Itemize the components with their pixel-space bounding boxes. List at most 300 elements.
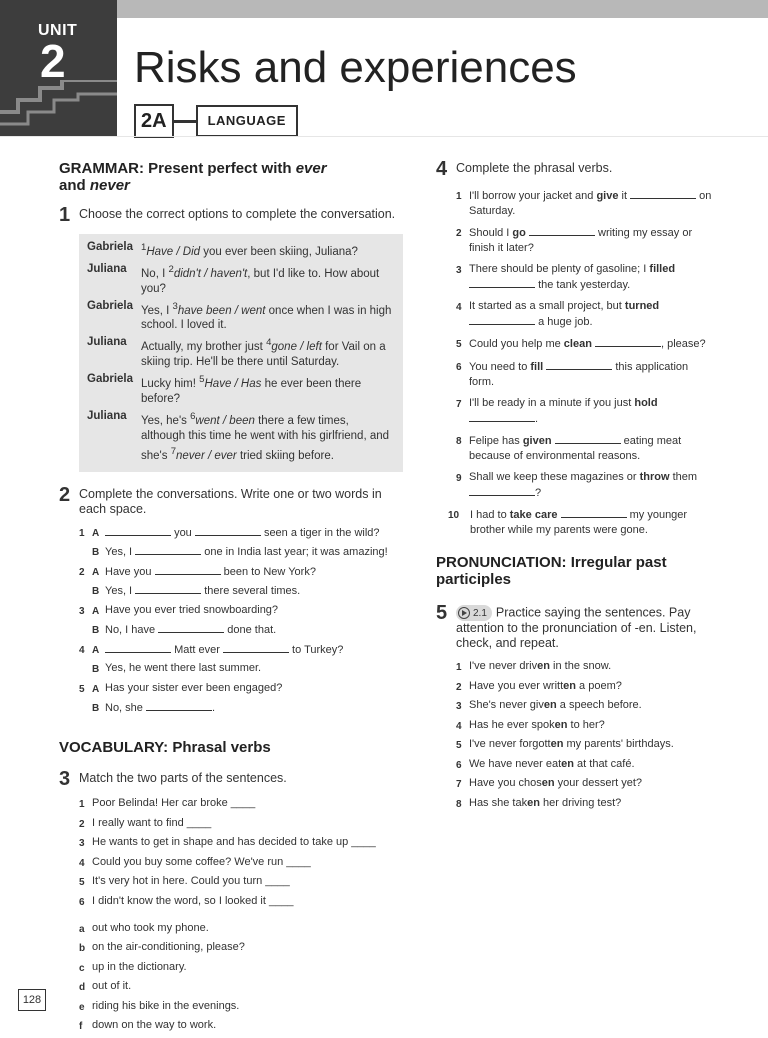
item-number: 8 [456, 436, 462, 447]
dialog-line [87, 372, 395, 407]
text: I'll borrow your jacket and [469, 190, 597, 202]
text: them [669, 471, 698, 483]
item-number: 3 [456, 265, 462, 276]
item-number: 4 [79, 857, 85, 869]
text: at that café. [573, 757, 635, 770]
item-text [105, 700, 215, 717]
item-text: Have you ever tried snowboarding? [105, 603, 279, 616]
item-text [469, 262, 714, 293]
answer-blank[interactable] [135, 583, 201, 594]
speaker-a: A [92, 527, 100, 539]
item-text: up in the dictionary. [92, 960, 187, 973]
phrasal-verb: filled [649, 263, 676, 275]
text: Yes, he's [141, 414, 191, 427]
item-text [469, 718, 605, 735]
item-text [469, 433, 714, 464]
exercise-5-items [456, 659, 714, 813]
item-sup: 3 [172, 300, 178, 312]
phrasal-verb: fill [530, 361, 544, 373]
text: Actually, my brother just [141, 341, 267, 354]
choice-options[interactable]: Have / Has [204, 378, 262, 391]
text: Have you ever writt [469, 679, 564, 692]
play-icon [458, 607, 470, 619]
list-item [456, 796, 714, 813]
item-letter: e [79, 1001, 85, 1013]
item-sup: 7 [170, 445, 177, 457]
item-letter: c [79, 962, 85, 974]
unit-label: UNIT [38, 22, 78, 39]
phrasal-verb: turned [624, 300, 660, 312]
grammar-heading [59, 160, 409, 194]
item-text [469, 225, 714, 256]
exercise-4-items [448, 188, 714, 538]
list-item [79, 855, 409, 872]
text: . [535, 413, 539, 425]
speaker: Juliana [87, 336, 127, 349]
item-number: 6 [456, 362, 462, 373]
item-letter: a [79, 923, 85, 935]
item-text: He wants to get in shape and has decided to take up ____ [92, 836, 376, 849]
text: he ever been there before? [141, 378, 362, 406]
item-number: 6 [456, 759, 462, 771]
ending-highlight: en [541, 777, 555, 789]
item-text: Has your sister ever been engaged? [105, 681, 283, 694]
item-number: 1 [79, 799, 85, 811]
item-text [105, 544, 388, 561]
exercise-instruction-wrap [456, 602, 714, 651]
list-item [456, 299, 714, 330]
grammar-label: GRAMMAR: [59, 160, 144, 177]
list-item [79, 583, 409, 600]
item-text [469, 359, 714, 390]
item-sup: 6 [190, 411, 196, 423]
text: No, she [105, 702, 143, 715]
text: . [211, 702, 216, 715]
text: I'll be ready in a minute if you just [469, 397, 635, 409]
header-divider [0, 136, 768, 137]
dialog-line [87, 240, 395, 260]
item-number: 2 [456, 228, 462, 239]
item-text [469, 299, 714, 330]
text: eating meat because of environmental reasons. [469, 435, 682, 462]
ending-highlight: en [561, 757, 574, 770]
text: Lucky him! [141, 378, 200, 391]
text: your dessert yet? [554, 777, 643, 789]
list-item [79, 921, 409, 938]
item-number: 2 [79, 818, 85, 830]
dialog-text [141, 409, 395, 464]
item-text [469, 796, 621, 813]
list-item [79, 622, 409, 639]
list-item [79, 835, 409, 852]
text: , but I'd like to. How about you? [141, 267, 380, 295]
text: to Turkey? [292, 643, 344, 656]
conversation-box [79, 234, 403, 472]
answer-blank[interactable] [469, 314, 535, 325]
list-item [456, 659, 714, 676]
item-number-empty [79, 544, 92, 561]
text: this application form. [469, 361, 689, 388]
pronunciation-sub: Irregular past participles [436, 554, 667, 588]
item-text: It's very hot in here. Could you turn ____ [92, 875, 290, 888]
list-item [456, 698, 714, 715]
text: Could you help me [469, 338, 564, 350]
text: writing my essay or finish it later? [469, 227, 693, 254]
list-item [448, 507, 714, 538]
list-item [79, 874, 409, 891]
item-number: 3 [79, 838, 85, 850]
dialog-line [87, 299, 395, 334]
list-item [456, 433, 714, 464]
answer-blank[interactable] [555, 433, 621, 444]
item-letter: f [79, 1021, 83, 1033]
item-text [469, 336, 706, 353]
text: in the snow. [549, 660, 612, 672]
exercise-2 [59, 484, 409, 517]
exercise-3-answers [79, 921, 409, 1036]
text: on Saturday. [469, 190, 712, 217]
item-number-empty [79, 583, 92, 600]
text: her driving test? [539, 796, 622, 809]
ending-highlight: en [543, 699, 557, 711]
text: , please? [660, 338, 706, 350]
list-item [79, 796, 409, 813]
text: There should be plenty of gasoline; I [469, 263, 650, 275]
text: I've never forgott [469, 738, 551, 750]
page-title: Risks and experiences [134, 43, 577, 92]
text: tried skiing before. [236, 449, 334, 462]
phrasal-verb: clean [563, 338, 592, 350]
item-number-empty [79, 622, 92, 639]
answer-blank[interactable] [630, 188, 696, 199]
list-item [456, 225, 714, 256]
dialog-line [87, 335, 395, 370]
grammar-sub-1: Present perfect with [148, 160, 296, 177]
header-bar [117, 0, 768, 18]
unit-badge [0, 0, 117, 136]
exercise-4 [436, 158, 714, 180]
item-number-empty [79, 700, 92, 717]
choice-options[interactable]: Have / Did [146, 245, 201, 258]
list-item [456, 737, 714, 754]
item-text [469, 188, 714, 219]
text: Shall we keep these magazines or [469, 471, 640, 483]
item-text [105, 525, 380, 542]
text: for Vail on a skiing trip. He'll be there until Saturday. [141, 341, 386, 369]
item-text [469, 698, 642, 715]
item-number: 6 [79, 896, 85, 908]
exercise-number: 3 [59, 768, 71, 791]
exercise-instruction: Practice saying the sentences. Pay attention to the pronunciation of -en. Listen, check, and repeat. [456, 605, 697, 650]
text: one in India last year; it was amazing! [204, 546, 388, 559]
text: No, I have [105, 624, 156, 637]
item-number: 8 [456, 798, 462, 810]
item-number: 7 [456, 779, 462, 790]
text: you [174, 526, 192, 539]
item-number: 7 [456, 399, 462, 410]
list-item [456, 757, 714, 774]
item-text [469, 757, 635, 774]
text: a poem? [576, 679, 622, 692]
dialog-text [141, 335, 395, 370]
answer-blank[interactable] [529, 225, 595, 236]
vocabulary-label: VOCABULARY: [59, 739, 169, 757]
list-item [456, 470, 714, 501]
item-text [470, 507, 714, 538]
answer-blank[interactable] [146, 700, 212, 711]
grammar-sub-2: ever [295, 160, 327, 177]
exercise-2-items [79, 525, 409, 718]
item-text: Poor Belinda! Her car broke ____ [92, 797, 256, 810]
item-text: Yes, he went there last summer. [105, 662, 262, 675]
exercise-3 [59, 768, 409, 790]
vocabulary-sub: Phrasal verbs [172, 739, 271, 757]
item-number: 2 [79, 566, 85, 578]
text: No, I [141, 267, 169, 280]
choice-options[interactable]: didn't / haven't [173, 267, 248, 280]
text: to her? [567, 718, 605, 731]
item-number-empty [79, 661, 92, 678]
grammar-sub-4: never [89, 177, 130, 194]
item-text: Could you buy some coffee? We've run ____ [92, 855, 311, 868]
text: done that. [227, 624, 277, 637]
text: the tank yesterday. [538, 279, 631, 291]
speaker-a: A [92, 683, 100, 695]
dialog-text [141, 299, 395, 334]
text: there several times. [204, 585, 301, 598]
list-item [79, 661, 409, 678]
text: It started as a small project, but [469, 300, 625, 312]
list-item [456, 679, 714, 696]
item-text [105, 583, 300, 600]
item-number: 5 [456, 339, 462, 350]
text: been to New York? [223, 565, 316, 578]
speaker-a: A [92, 644, 100, 656]
text: Has she tak [469, 796, 528, 809]
list-item [456, 359, 714, 390]
answer-blank[interactable] [595, 336, 661, 347]
item-text [469, 776, 642, 793]
item-number: 5 [79, 683, 85, 695]
item-number: 3 [456, 701, 462, 712]
item-letter: d [79, 982, 86, 994]
answer-blank[interactable] [135, 544, 201, 555]
item-text: I really want to find ____ [92, 816, 212, 829]
ending-highlight: en [537, 660, 550, 672]
text: Should I [469, 227, 513, 239]
speaker-b: B [92, 586, 100, 598]
item-text: out who took my phone. [92, 921, 209, 934]
item-number: 1 [456, 191, 462, 202]
text: my parents' birthdays. [563, 738, 674, 750]
answer-blank[interactable] [195, 525, 261, 536]
list-item [79, 894, 409, 911]
answer-blank[interactable] [105, 525, 171, 536]
list-item [456, 396, 714, 427]
list-item [79, 940, 409, 957]
item-number: 2 [456, 681, 462, 693]
right-column [436, 158, 714, 815]
item-text [469, 679, 622, 696]
text: Felipe has [469, 435, 523, 447]
choice-options[interactable]: gone / left [271, 341, 322, 354]
exercise-instruction: Complete the conversations. Write one or two words in each space. [79, 486, 382, 516]
item-number: 1 [456, 662, 462, 673]
speaker: Gabriela [87, 373, 134, 386]
dialog-text [141, 262, 395, 297]
exercise-number: 5 [436, 602, 448, 624]
item-text [105, 622, 276, 639]
text: She's never giv [469, 699, 544, 711]
item-number: 10 [448, 510, 460, 521]
item-text [469, 396, 714, 427]
list-item [456, 188, 714, 219]
speaker-a: A [92, 566, 100, 578]
item-number: 9 [456, 473, 462, 484]
phrasal-verb: hold [634, 397, 658, 409]
text: We have never eat [469, 757, 562, 770]
dialog-line [87, 262, 395, 297]
answer-blank[interactable] [469, 485, 535, 496]
speaker-b: B [92, 547, 100, 559]
ending-highlight: en [527, 796, 540, 809]
phrasal-verb: go [512, 227, 526, 239]
choice-options[interactable]: went / been [195, 414, 255, 427]
choice-options[interactable]: have been / went [177, 304, 266, 317]
speaker-b: B [92, 703, 100, 715]
dialog-text [141, 372, 395, 407]
text: You need to [469, 361, 531, 373]
list-item [456, 262, 714, 293]
item-sup: 5 [199, 374, 205, 386]
ending-highlight: en [563, 679, 576, 692]
unit-number: 2 [40, 35, 66, 87]
text: once when I was in high school. I loved it. [141, 304, 392, 332]
list-item [456, 336, 714, 353]
lesson-type: LANGUAGE [196, 105, 298, 137]
item-text [469, 470, 714, 501]
pronunciation-label: PRONUNCIATION: [436, 554, 567, 571]
answer-blank[interactable] [155, 564, 221, 575]
item-sup: 2 [168, 263, 174, 275]
speaker: Gabriela [87, 241, 134, 253]
item-number: 5 [79, 877, 85, 889]
item-letter: b [79, 943, 86, 955]
dialog-line [87, 409, 395, 464]
list-item [79, 603, 409, 620]
vocabulary-heading [59, 739, 409, 756]
text: Have you chos [469, 777, 542, 789]
item-sup: 4 [266, 337, 272, 349]
list-item [79, 960, 409, 977]
list-item [79, 999, 409, 1016]
item-text [105, 642, 343, 659]
text: you ever been skiing, Juliana? [200, 245, 358, 258]
text: Have you [105, 565, 152, 578]
stairs-decoration-icon [0, 80, 117, 136]
exercise-instruction: Choose the correct options to complete the conversation. [79, 207, 396, 221]
speaker-a: A [92, 605, 100, 617]
exercise-number: 2 [59, 483, 71, 506]
exercise-5 [436, 602, 714, 651]
answer-blank[interactable] [469, 411, 535, 422]
item-sup: 1 [141, 242, 147, 253]
text: seen a tiger in the wild? [263, 526, 380, 539]
item-number: 4 [79, 644, 85, 656]
dialog-text [141, 240, 358, 260]
audio-track-button[interactable] [456, 605, 492, 621]
item-text: riding his bike in the evenings. [92, 999, 240, 1012]
speaker: Juliana [87, 410, 127, 423]
left-column [59, 160, 409, 1038]
answer-blank[interactable] [105, 642, 171, 653]
chip-connector [174, 120, 196, 123]
answer-blank[interactable] [561, 507, 627, 518]
item-number: 4 [456, 302, 462, 313]
speaker-b: B [92, 625, 100, 637]
list-item [79, 816, 409, 833]
speaker: Juliana [87, 262, 127, 275]
pronunciation-heading [436, 554, 714, 588]
text: Matt ever [174, 643, 220, 656]
choice-options[interactable]: never / ever [176, 449, 237, 462]
lesson-chip [134, 104, 298, 138]
list-item [456, 776, 714, 793]
list-item [79, 681, 409, 698]
answer-blank[interactable] [546, 359, 612, 370]
ending-highlight: en [554, 718, 568, 731]
list-item [79, 642, 409, 659]
text: Yes, I [141, 304, 173, 317]
item-text: out of it. [92, 980, 132, 993]
exercise-3-items [79, 796, 409, 911]
list-item [79, 544, 409, 561]
exercise-instruction: Match the two parts of the sentences. [79, 771, 287, 786]
answer-blank[interactable] [158, 622, 224, 633]
text: Yes, I [105, 585, 133, 598]
page-number: 128 [18, 989, 46, 1011]
text: my younger brother while my parents were gone. [470, 509, 688, 536]
exercise-number: 4 [436, 158, 448, 180]
item-text: down on the way to work. [92, 1019, 217, 1032]
item-number: 1 [79, 527, 85, 539]
text: Has he ever spok [469, 718, 555, 731]
speaker: Gabriela [87, 299, 134, 312]
list-item [79, 525, 409, 542]
phrasal-verb: given [522, 435, 552, 447]
text: Yes, I [105, 546, 133, 559]
phrasal-verb: give [596, 190, 619, 202]
text: a huge job. [538, 316, 593, 328]
item-text [469, 659, 611, 676]
list-item [79, 1018, 409, 1035]
item-number: 4 [456, 720, 462, 732]
lesson-code: 2A [134, 104, 174, 138]
list-item [79, 700, 409, 717]
item-text [105, 564, 316, 581]
exercise-instruction: Complete the phrasal verbs. [456, 161, 613, 175]
audio-track-number: 2.1 [473, 607, 487, 619]
text: I've never driv [469, 660, 538, 672]
text: it [618, 190, 628, 202]
answer-blank[interactable] [469, 277, 535, 288]
item-number: 3 [79, 605, 85, 617]
phrasal-verb: throw [639, 471, 670, 483]
ending-highlight: en [550, 738, 564, 750]
answer-blank[interactable] [223, 642, 289, 653]
list-item [79, 979, 409, 996]
item-text: I didn't know the word, so I looked it ____ [92, 894, 294, 907]
